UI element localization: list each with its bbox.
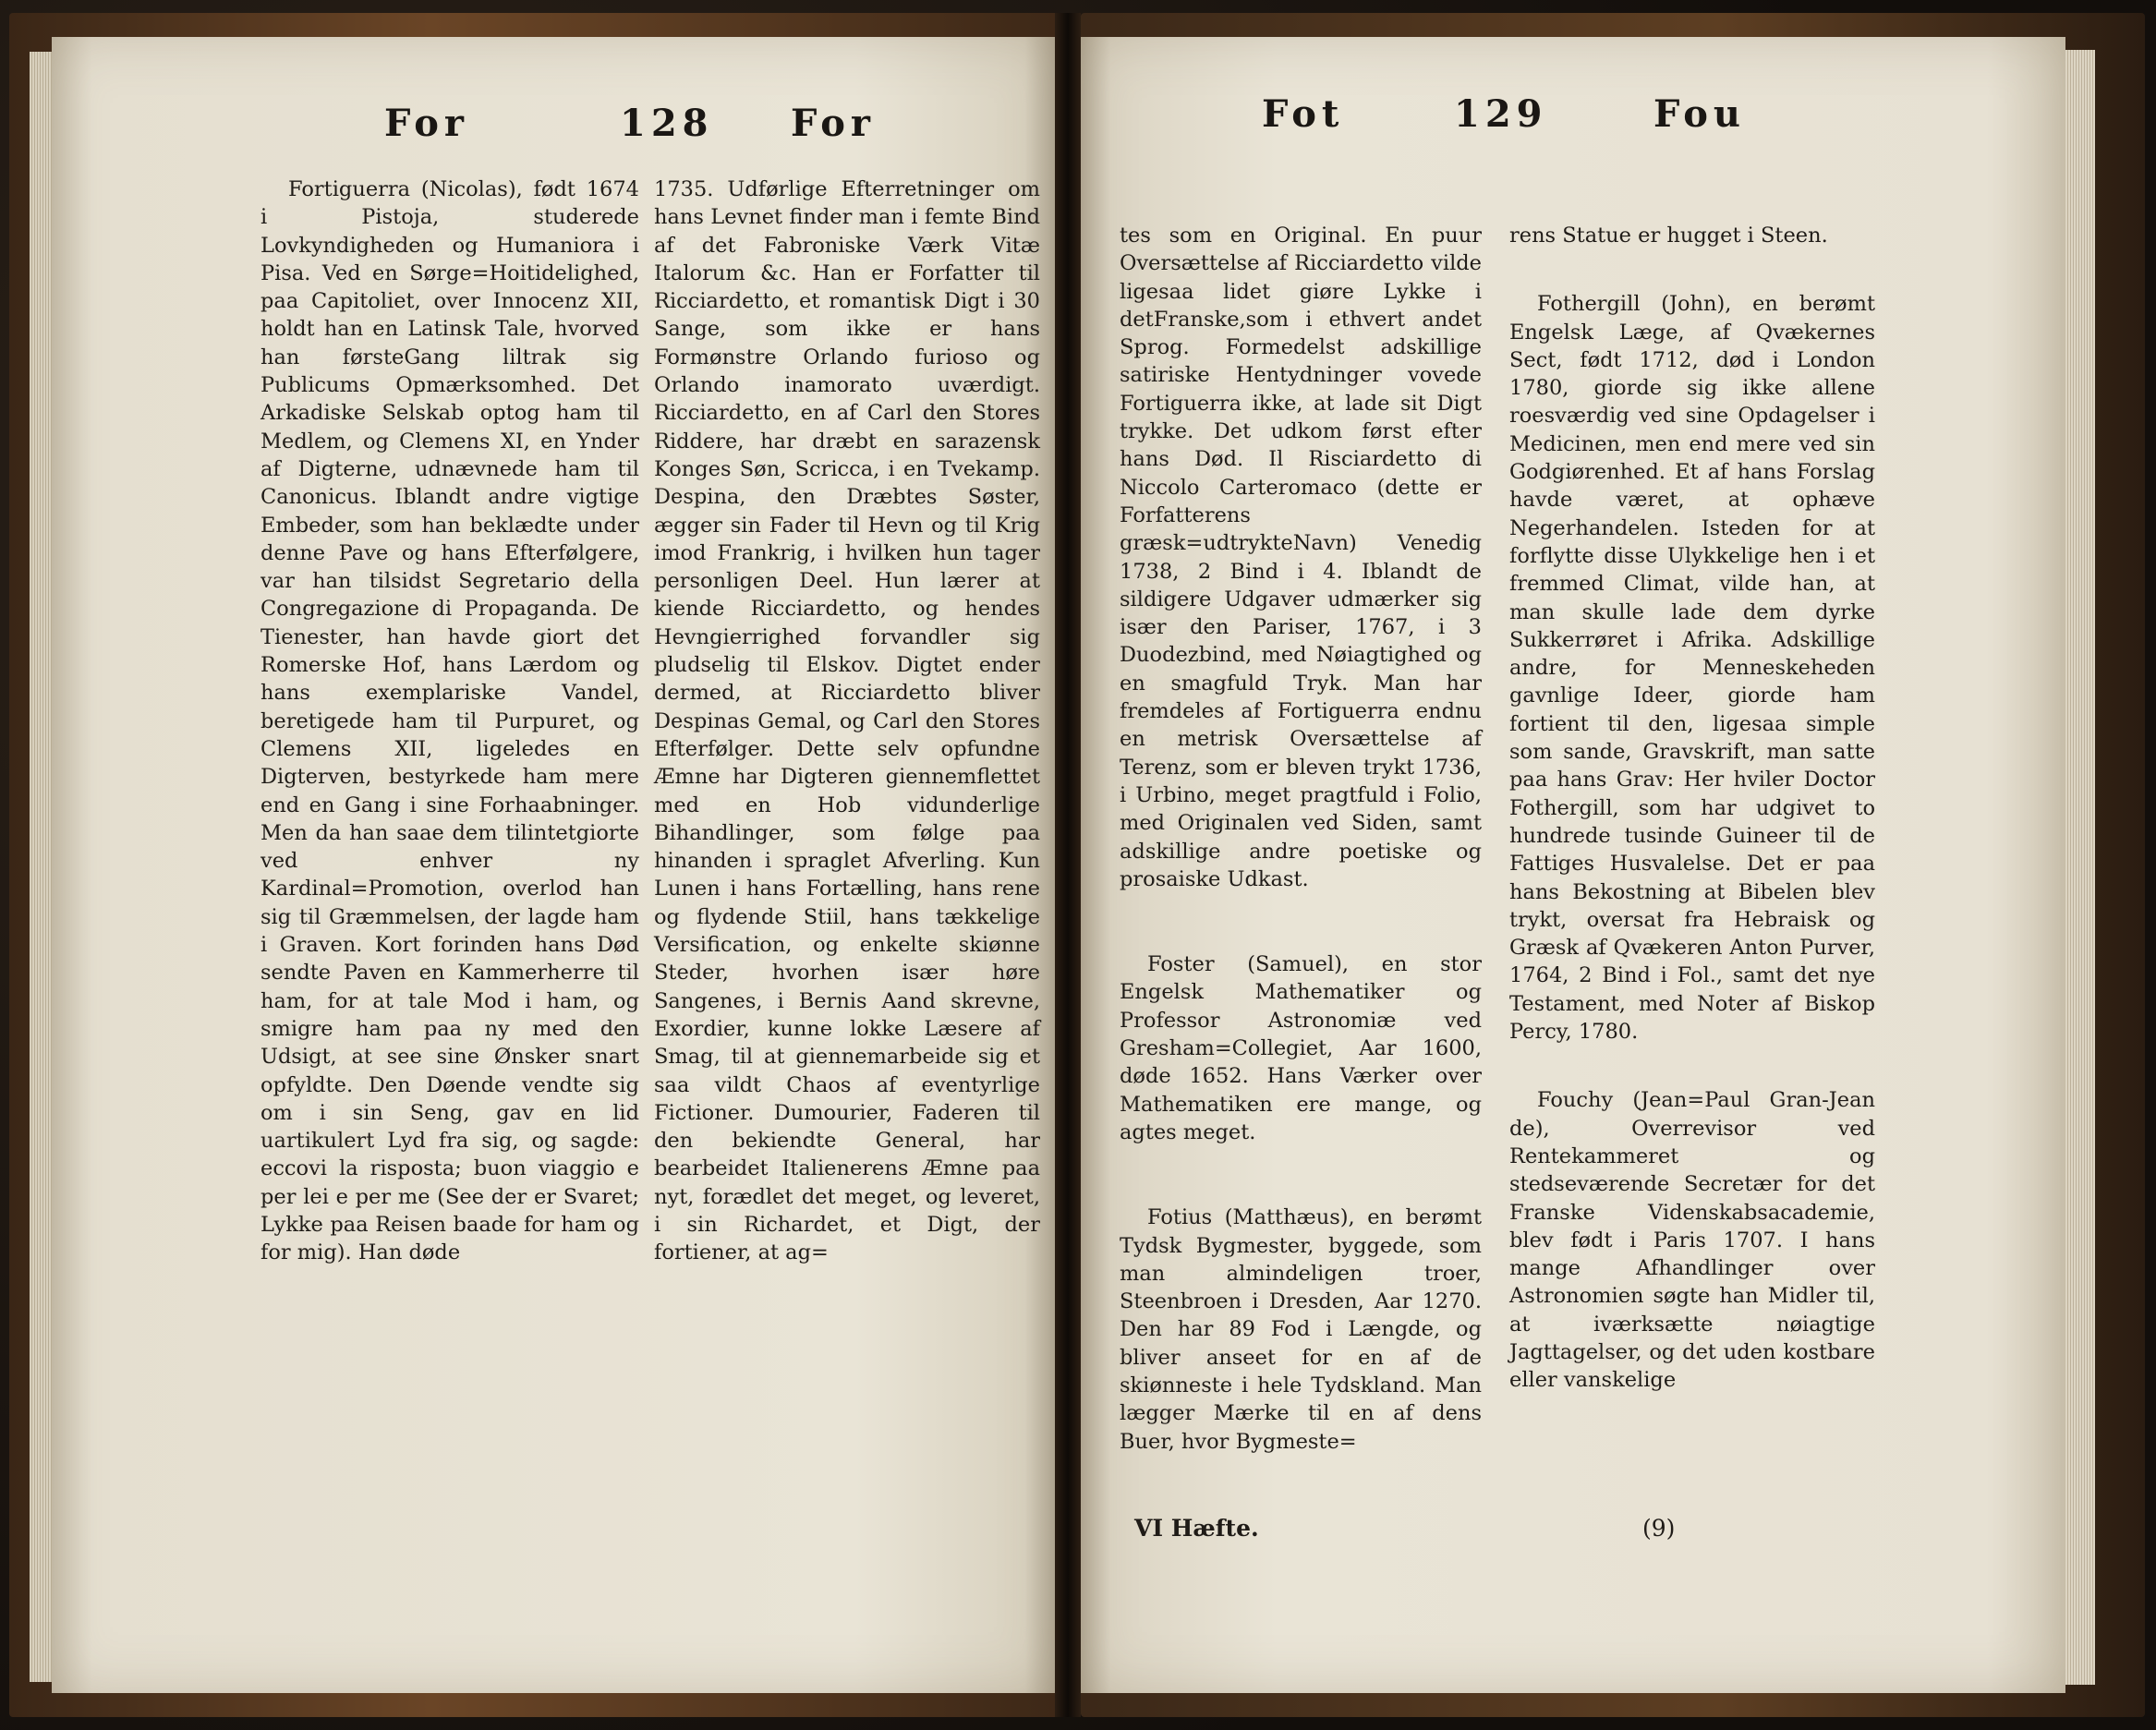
- right-page-column-1: [1120, 222, 1482, 1456]
- entry-fortiguerra: Fortiguerra (Nicolas), født 1674 i Pistoja, studerede Lovkyndigheden og Humaniora i Pisa. Ved en Sørge=Hoitidelighed, paa Capitoliet, over Innocenz XII, holdt han en Latinsk Tale, hvorved han førsteGang liltrak sig Publicums Opmærksomhed. Det Arkadiske Selskab optog ham til Medlem, og Clemens XI, en Ynder af Digterne, udnævnede ham til Canonicus. Iblandt andre vigtige Embeder, som han beklædte under denne Pave og hans Efterfølgere, var han tilsidst Segretario della Congregazione di Propaganda. De Tienester, han havde giort det Romerske Hof, hans Lærdom og hans exemplariske Vandel, beretigede ham til Purpuret, og Clemens XII, ligeledes en Digterven, bestyrkede ham mere end en Gang i sine Forhaabninger. Men da han saae dem tilintetgiorte ved enhver ny Kardinal=Promotion, overlod han sig til Græmmelsen, der lagde ham i Graven. Kort forinden hans Død sendte Paven en Kammerherre til ham, for at tale Mod i ham, og smigre ham paa ny med den Udsigt, at see sine Ønsker snart opfyldte. Den Døende vendte sig om i sin Seng, gav en lid uartikulert Lyd fra sig, og sagde: eccovi la risposta; buon viaggio e per lei e per me (See der er Svaret; Lykke paa Reisen baade for ham og for mig). Han døde: [260, 177, 639, 1265]
- left-page: [52, 37, 1055, 1693]
- right-header-keyword: Fot: [1262, 92, 1345, 136]
- right-page: [1081, 37, 2065, 1693]
- page-edges-left: [30, 52, 54, 1682]
- left-page-column-2: [654, 175, 1040, 1267]
- page-edges-right: [2065, 50, 2095, 1685]
- left-header-keyword-right: For: [791, 102, 876, 145]
- entry-fortiguerra-end: tes som en Original. En puur Oversættelse af Ricciardetto vilde ligesaa lidet giøre Lykke i detFranske,som i ethvert andet Sprog. Formedelst adskillige satiriske Hentydninger vovede Fortiguerra ikke, at lade sit Digt trykke. Det udkom først efter hans Død. Il Risciardetto di Niccolo Carteromaco (dette er Forfatterens græsk=udtrykteNavn) Venedig 1738, 2 Bind i 4. Iblandt de sildigere Udgaver udmærker sig især den Pariser, 1767, i 3 Duodezbind, med Nøiagtighed og en smagfuld Tryk. Man har fremdeles af Fortiguerra endnu en metrisk Oversættelse af Terenz, som er bleven trykt 1736, i Urbino, meget pragtfuld i Folio, med Originalen ved Siden, samt adskillige andre poetiske og prosaiske Udkast.: [1120, 224, 1482, 891]
- right-page-column-2: [1509, 222, 1875, 1395]
- sheet-number: (9): [1642, 1515, 1676, 1542]
- entry-fortiguerra-continued: 1735. Udførlige Efterretninger om hans Levnet finder man i femte Bind af det Fabroniske Værk Vitæ Italorum &c. Han er Forfatter til Ricciardetto, et romantisk Digt i 30 Sange, som ikke er hans Formønstre Orlando furioso og Orlando inamorato uværdigt. Ricciardetto, en af Carl den Stores Riddere, har dræbt en sarazensk Konges Søn, Scricca, i en Tvekamp. Despina, den Dræbtes Søster, ægger sin Fader til Hevn og til Krig imod Frankrig, i hvilken hun tager personligen Deel. Hun lærer at kiende Ricciardetto, og hendes Hevngierrighed forvandler sig pludselig til Elskov. Digtet ender dermed, at Ricciardetto bliver Despinas Gemal, og Carl den Stores Efterfølger. Dette selv opfundne Æmne har Digteren giennemflettet med en Hob vidunderlige Bihandlinger, som følge paa hinanden i spraglet Afverling. Kun Lunen i hans Fortælling, hans rene og flydende Stiil, hans tækkelige Versification, og enkelte skiønne Steder, hvorhen især høre Sangenes, i Bernis Aand skrevne, Exordier, kunne lokke Læsere af Smag, til at giennemarbeide sig et saa vildt Chaos af eventyrlige Fictioner. Dumourier, Faderen til den bekiendte General, har bearbeidet Italienerens Æmne paa nyt, forædlet det meget, og leveret, i sin Richardet, et Digt, der fortiener, at ag=: [654, 177, 1040, 1265]
- entry-foster: Foster (Samuel), en stor Engelsk Mathematiker og Professor Astronomiæ ved Gresham=Collegiet, Aar 1600, døde 1652. Hans Værker over Mathematiken ere mange, og agtes meget.: [1120, 952, 1482, 1144]
- left-page-column-1: [260, 175, 639, 1267]
- left-page-number: 128: [620, 102, 714, 145]
- right-header-keyword-right: Fou: [1653, 92, 1746, 136]
- entry-fothergill: Fothergill (John), en berømt Engelsk Læge, af Qvækernes Sect, født 1712, død i London 1780, giorde sig ikke allene roesværdig ved sine Opdagelser i Medicinen, men end mere ved sin Godgiørenhed. Et af hans Forslag havde været, at ophæve Negerhandelen. Isteden for at forflytte disse Ulykkelige hen i et fremmed Climat, vilde han, at man skulle lade dem dyrke Sukkerrøret i Afrika. Adskillige andre, for Menneskeheden gavnlige Ideer, giorde ham fortient til den, ligesaa simple som sande, Gravskrift, man satte paa hans Grav: Her hviler Doctor Fothergill, som har udgivet to hundrede tusinde Guineer til de Fattiges Husvalelse. Det er paa hans Bekostning at Bibelen blev trykt, oversat fra Hebraisk og Græsk af Qvækeren Anton Purver, 1764, 2 Bind i Fol., samt det nye Testament, med Noter af Biskop Percy, 1780.: [1509, 292, 1875, 1045]
- entry-fotius: Fotius (Matthæus), en berømt Tydsk Bygmester, byggede, som man almindeligen troer, Steenbroen i Dresden, Aar 1270. Den har 89 Fod i Længde, og bliver anseet for en af de skiønneste i hele Tydskland. Man lægger Mærke til en af dens Buer, hvor Bygmeste=: [1120, 1205, 1482, 1454]
- signature-mark: VI Hæfte.: [1134, 1515, 1259, 1542]
- entry-fouchy: Fouchy (Jean=Paul Gran-Jean de), Overrevisor ved Rentekammeret og stedseværende Secretær for det Franske Videnskabsacademie, blev født i Paris 1707. I hans mange Afhandlinger over Astronomien søgte han Midler til, at iværksætte nøiagtige Jagttagelser, og det uden kostbare eller vanskelige: [1509, 1088, 1875, 1393]
- open-book: [9, 13, 2145, 1717]
- book-gutter: [1055, 13, 1081, 1717]
- entry-fotius-end: rens Statue er hugget i Steen.: [1509, 224, 1828, 248]
- right-page-number: 129: [1454, 92, 1548, 136]
- left-header-keyword: For: [384, 102, 469, 145]
